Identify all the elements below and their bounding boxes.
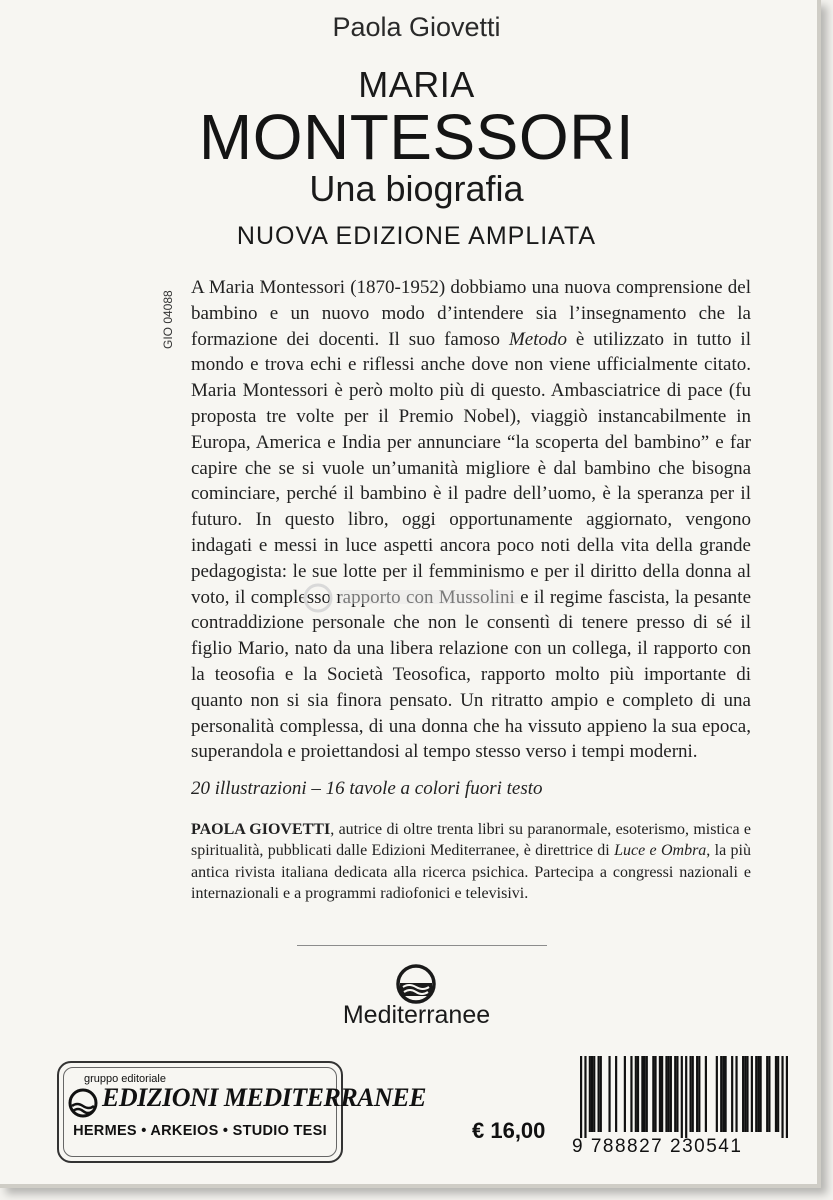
barcode-bar [777,1056,779,1132]
barcode-bar [659,1056,661,1132]
barcode-bar [608,1056,610,1132]
barcode-bar [722,1056,724,1132]
group-imprints: HERMES • ARKEIOS • STUDIO TESI [73,1123,327,1139]
barcode-bar [654,1056,656,1132]
blurb-emphasis: Metodo [508,328,567,350]
watermark-logo [300,578,560,618]
barcode-bar [665,1056,667,1132]
barcode-bar [768,1056,770,1132]
barcode-bar [630,1056,632,1132]
blurb-text [191,275,751,765]
barcode [580,1056,788,1138]
barcode-bar [757,1056,759,1132]
bio-author-name: PAOLA GIOVETTI [191,821,331,838]
barcode-bar [615,1056,617,1132]
barcode-bar [751,1056,753,1132]
price: € 16,00 [472,1118,546,1143]
barcode-bar [676,1056,678,1132]
barcode-bar [685,1056,687,1138]
barcode-bar [705,1056,707,1132]
barcode-bar [698,1056,700,1132]
isbn-number: 9 788827 230541 [572,1136,743,1157]
barcode-bar [720,1056,722,1132]
bio-emphasis: Luce e Ombra [614,842,707,860]
barcode-bar [744,1056,746,1132]
blurb-part-2: è utilizzato in tutto il mondo e trova echi e riflessi anche dove non viene ufficialmente citato. Maria Montessori è però molto più di questo. Ambasciatrice di pace (fu proposta tre volte per il Premio Nobel), viaggiò instancabilmente in Europa, America e India per annunciare “la scoperta del bambino” e far capire che se si vuole un’umanità migliore è dal bambino che bisogna cominciare, perché il bambino è il padre dell’uomo, è la speranza per il futuro. In questo libro, oggi opportunamente aggiornato, vengono indagati e messi in luce aspetti ancora poco noti della vita della grande pedagogista: le sue lotte per il femminismo e per il diritto della donna al voto, il complesso rapporto con Mussolini e il regime fascista, la pesante contraddizione personale che non le consentì di tenere presso di sé il figlio Mario, nato da una libera relazione con un collega, il rapporto con la teosofia e la Società Teosofica, rapporto molto più importante di quanto non si sia finora pensato. Un ritratto ampio e completo di una personalità complessa, di una donna che ha vissuto appieno la sua epoca, superandola e proiettandosi al tempo stesso verso i tempi moderni. [191,328,751,763]
barcode-bar [731,1056,733,1132]
barcode-bar [637,1056,639,1132]
barcode-bar [652,1056,654,1132]
illustrations-note: 20 illustrazioni – 16 tavole a colori fuori testo [191,778,543,799]
barcode-bar [668,1056,670,1132]
publisher-wave-logo-icon [395,963,437,1005]
barcode-bar [661,1056,663,1132]
barcode-bar [716,1056,718,1132]
catalog-code: GIO 04088 [161,290,175,349]
barcode-bar [746,1056,748,1132]
publisher-group-badge [57,1061,426,1163]
group-brand: EDIZIONI MEDITERRANEE [102,1083,426,1112]
title-first-name: MARIA [358,64,475,105]
barcode-bar [589,1056,591,1132]
edition-label: NUOVA EDIZIONE AMPLIATA [236,222,597,250]
barcode-bar [692,1056,694,1132]
barcode-bar [593,1056,595,1132]
barcode-bar [786,1056,788,1138]
barcode-bar [735,1056,737,1132]
barcode-bar [646,1056,648,1132]
barcode-bar [755,1056,757,1132]
blurb-part-1: A Maria Montessori (1870-1952) dobbiamo una nuova comprensione del bambino e un nuovo modo d’intendere sia l’insegnamento che la formazione dei docenti. Il suo famoso [191,277,751,350]
bio-part-2: , la più antica rivista italiana dedicata alla ricerca psichica. Partecipa a congressi nazionali e internazionali e a programmi radiofonici e televisivi. [191,842,751,902]
barcode-bar [600,1056,602,1132]
barcode-bar [760,1056,762,1132]
barcode-bar [781,1056,783,1138]
author-bio [191,819,751,904]
barcode-bar [584,1056,586,1138]
barcode-bar [591,1056,593,1132]
barcode-bar [580,1056,582,1138]
barcode-bar [696,1056,698,1132]
barcode-bar [725,1056,727,1132]
blurb-paragraph [191,275,751,765]
bio-part-1: , autrice di oltre trenta libri su paranormale, esoterismo, mistica e spiritualità, pubblicati dalle Edizioni Mediterranee, è direttrice di [191,821,752,860]
group-label: gruppo editoriale [84,1073,166,1085]
bio-paragraph [191,819,751,904]
barcode-bar [643,1056,645,1132]
barcode-bar [674,1056,676,1132]
barcode-bar [766,1056,768,1132]
barcode-bar [641,1056,643,1132]
divider-line [297,945,547,946]
barcode-bar [681,1056,683,1138]
barcode-bar [624,1056,626,1132]
publisher-name: Mediterranee [342,1001,491,1029]
barcode-bar [742,1056,744,1132]
subtitle: Una biografia [309,168,524,209]
title-surname: MONTESSORI [198,101,635,173]
barcode-bar [598,1056,600,1132]
barcode-bar [689,1056,691,1132]
barcode-bar [775,1056,777,1132]
barcode-bar [670,1056,672,1132]
barcode-bar [635,1056,637,1132]
author-name: Paola Giovetti [332,12,501,42]
group-wave-logo-icon [67,1087,99,1119]
